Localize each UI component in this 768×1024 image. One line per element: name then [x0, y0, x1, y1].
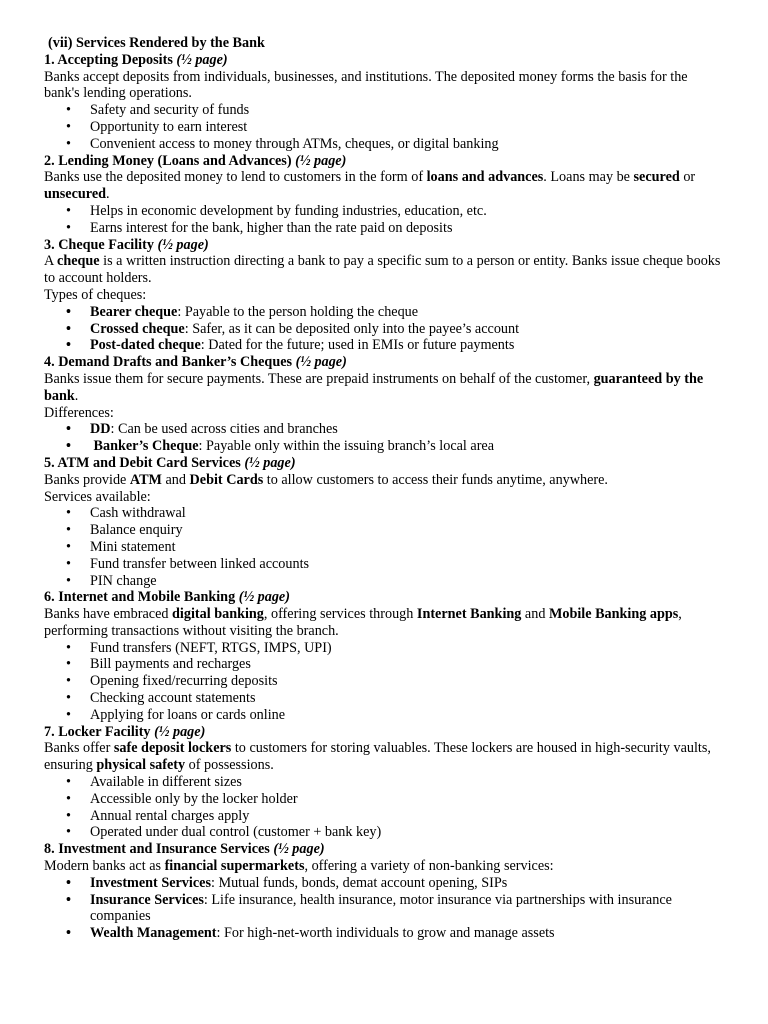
text-run: , performing transactions without visiting the branch.	[44, 606, 682, 639]
section-1-note: (½ page)	[176, 51, 228, 68]
section-4-note: (½ page)	[295, 354, 347, 371]
section-8-note: (½ page)	[273, 841, 325, 858]
section-6-list	[44, 640, 724, 724]
text-run: Modern banks act as	[44, 858, 165, 875]
text-run: , offering a variety of non-banking services:	[304, 858, 554, 875]
section-2-note: (½ page)	[295, 152, 347, 169]
section-8-heading-text: 8. Investment and Insurance Services	[44, 841, 274, 858]
list-item: • Fund transfers (NEFT, RTGS, IMPS, UPI)	[90, 640, 724, 657]
bold-run: unsecured	[44, 186, 107, 203]
list-item	[90, 304, 724, 321]
text-run: A	[44, 253, 58, 270]
bold-run: financial supermarkets	[164, 858, 305, 875]
section-1-paragraph: Banks accept deposits from individuals, businesses, and institutions. The deposited money forms the basis for the bank's lending operations.	[44, 68, 688, 102]
list-item: • Earns interest for the bank, higher than the rate paid on deposits	[90, 220, 724, 237]
section-5-paragraph	[44, 472, 724, 489]
list-item: • Cash withdrawal	[90, 505, 724, 522]
list-term: Banker’s Cheque	[90, 438, 199, 455]
list-item	[90, 438, 724, 455]
list-desc: : Safer, as it can be deposited only into the payee’s account	[184, 320, 520, 337]
section-5-note: (½ page)	[244, 454, 296, 471]
bold-run: digital banking	[172, 606, 264, 623]
list-item: • Mini statement	[90, 539, 724, 556]
section-2-heading	[44, 153, 724, 170]
text-run: Banks provide	[44, 471, 130, 488]
section-7-list	[44, 774, 724, 841]
list-term: Investment Services	[90, 874, 211, 891]
section-3-list	[44, 304, 724, 354]
list-desc: : Life insurance, health insurance, motor insurance via partnerships with insurance companies	[90, 891, 672, 925]
text-run: and	[161, 471, 190, 488]
bold-run: physical safety	[96, 757, 186, 774]
section-5-heading	[44, 455, 724, 472]
section-3-paragraph	[44, 253, 724, 287]
text-run: Banks issue them for secure payments. These are prepaid instruments on behalf of the customer,	[44, 370, 594, 387]
section-2-heading-text: 2. Lending Money (Loans and Advances)	[44, 152, 296, 169]
text-run: .	[106, 186, 110, 203]
bold-run: ATM	[129, 471, 162, 488]
section-7-paragraph	[44, 740, 724, 774]
section-6-paragraph	[44, 606, 724, 640]
text-run: .	[74, 387, 79, 404]
list-term: Wealth Management	[90, 925, 217, 942]
list-item	[90, 892, 724, 926]
list-desc: : For high-net-worth individuals to grow and manage assets	[216, 925, 555, 942]
section-3-types-label: Types of cheques:	[44, 286, 147, 303]
list-item: • Convenient access to money through ATMs, cheques, or digital banking	[90, 136, 724, 153]
list-item: • Helps in economic development by funding industries, education, etc.	[90, 203, 724, 220]
bold-run: safe deposit lockers	[113, 740, 232, 757]
list-desc: : Mutual funds, bonds, demat account opening, SIPs	[210, 874, 508, 891]
section-2-paragraph	[44, 169, 724, 203]
list-item	[90, 337, 724, 354]
text-run: Banks have embraced	[44, 606, 173, 623]
list-desc: : Payable to the person holding the cheque	[177, 303, 419, 320]
section-8-list	[44, 875, 724, 942]
section-5-avail-label: Services available:	[44, 488, 151, 505]
section-3-note: (½ page)	[157, 236, 209, 253]
bold-run: Debit Cards	[189, 471, 264, 488]
bold-run: Internet Banking	[416, 606, 522, 623]
section-6-note: (½ page)	[238, 589, 290, 606]
text-run: Banks use the deposited money to lend to customers in the form of	[44, 169, 427, 186]
list-item: • Fund transfer between linked accounts	[90, 556, 724, 573]
list-item: • Operated under dual control (customer + bank key)	[90, 824, 724, 841]
section-7-note: (½ page)	[154, 723, 206, 740]
section-8-paragraph	[44, 858, 724, 875]
section-7-heading	[44, 724, 724, 741]
section-3-heading-text: 3. Cheque Facility	[44, 236, 158, 253]
section-6-heading-text: 6. Internet and Mobile Banking	[44, 589, 239, 606]
list-item: • Available in different sizes	[90, 774, 724, 791]
list-item: • Balance enquiry	[90, 522, 724, 539]
section-1-list	[44, 102, 724, 152]
list-desc: : Can be used across cities and branches	[110, 421, 338, 438]
list-term: Post-dated cheque	[90, 337, 201, 354]
bold-run: guaranteed by the bank	[44, 370, 704, 404]
text-run: , offering services through	[263, 606, 417, 623]
list-item: • PIN change	[90, 573, 724, 590]
list-item: • Opportunity to earn interest	[90, 119, 724, 136]
text-run: to allow customers to access their funds anytime, anywhere.	[263, 471, 608, 488]
section-1-heading-text: 1. Accepting Deposits	[44, 51, 177, 68]
text-run: is a written instruction directing a bank to pay a specific sum to a person or entity. Banks issue cheque books to account holders.	[44, 253, 721, 287]
section-4-list	[44, 421, 724, 455]
bold-run: cheque	[57, 253, 100, 270]
list-item	[90, 421, 724, 438]
text-run: of possessions.	[185, 757, 274, 774]
text-run: and	[521, 606, 549, 623]
document-title: (vii) Services Rendered by the Bank	[48, 35, 265, 51]
list-item: • Accessible only by the locker holder	[90, 791, 724, 808]
list-term: DD	[90, 421, 111, 438]
list-item: • Checking account statements	[90, 690, 724, 707]
section-4-diff-label: Differences:	[44, 404, 114, 421]
text-run: or	[679, 169, 696, 186]
list-item: • Applying for loans or cards online	[90, 707, 724, 724]
list-term: Insurance Services	[90, 891, 204, 908]
list-term: Crossed cheque	[90, 320, 185, 337]
list-desc: : Dated for the future; used in EMIs or future payments	[200, 337, 515, 354]
section-8-heading	[44, 841, 724, 858]
section-2-list	[44, 203, 724, 237]
bold-run: secured	[633, 169, 680, 186]
section-1-heading	[44, 52, 724, 69]
bold-run: Mobile Banking apps	[548, 606, 679, 623]
bold-run: loans and advances	[426, 169, 544, 186]
list-item: • Opening fixed/recurring deposits	[90, 673, 724, 690]
section-5-heading-text: 5. ATM and Debit Card Services	[44, 454, 245, 471]
list-desc: : Payable only within the issuing branch’s local area	[198, 438, 495, 455]
section-4-heading-text: 4. Demand Drafts and Banker’s Cheques	[44, 354, 296, 371]
section-4-paragraph	[44, 371, 724, 405]
section-6-heading	[44, 589, 724, 606]
section-7-heading-text: 7. Locker Facility	[44, 723, 155, 740]
list-term: Bearer cheque	[90, 303, 178, 320]
section-4-heading	[44, 354, 724, 371]
list-item	[90, 321, 724, 338]
section-3-heading	[44, 237, 724, 254]
list-item: • Bill payments and recharges	[90, 656, 724, 673]
list-item	[90, 925, 724, 942]
section-5-list	[44, 505, 724, 589]
text-run: . Loans may be	[543, 169, 634, 186]
list-item: • Annual rental charges apply	[90, 808, 724, 825]
text-run: Banks offer	[44, 740, 114, 757]
text-run: to customers for storing valuables. These lockers are housed in high-security vaults, ensuring	[44, 740, 711, 774]
list-item	[90, 875, 724, 892]
list-item: • Safety and security of funds	[90, 102, 724, 119]
